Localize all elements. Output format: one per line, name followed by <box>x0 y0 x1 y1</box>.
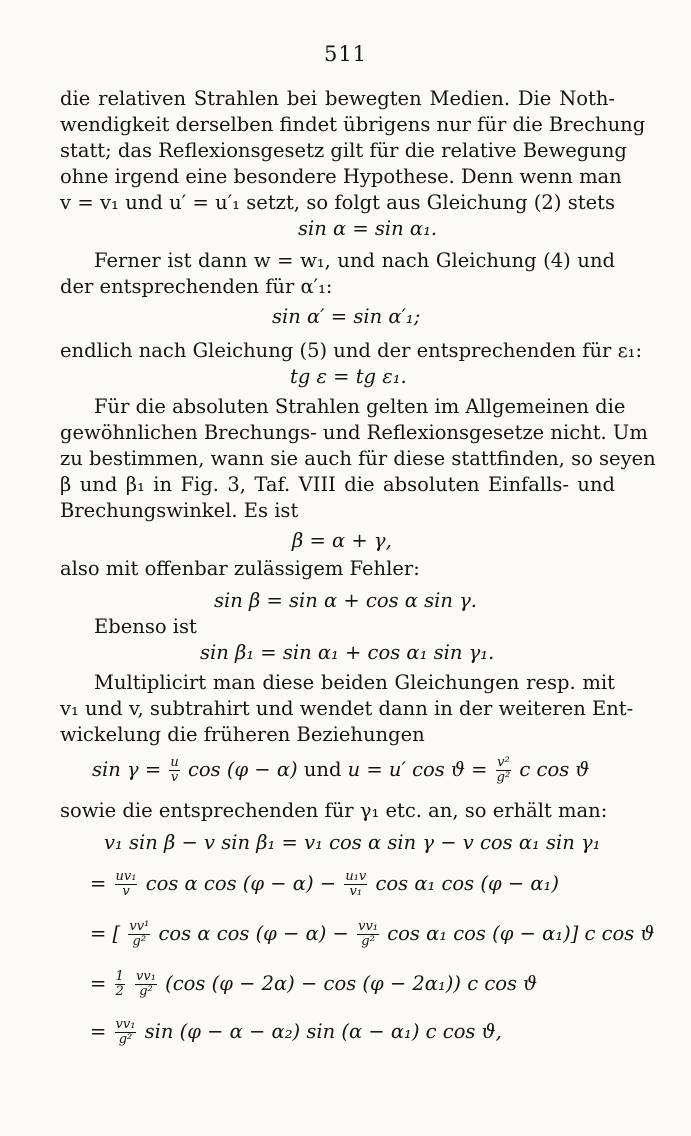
page-number: 511 <box>323 42 368 66</box>
equation-10: = [ $\frac{\text{vv¹}}{\text{g²}}$ cos α cos (φ − α) − $\frac{\text{vv₁}}{\text{g²}}$ cos α₁ cos (φ − α₁)] c cos ϑ <box>90 919 655 949</box>
text-line: ohne irgend eine besondere Hypothese. Denn wenn man <box>60 165 622 188</box>
equation-7: sin γ = $\frac{u}{v}$ cos (φ − α) und u = u′ cos ϑ = $\frac{\text{v²}}{\text{g²}}$ c cos ϑ <box>92 755 590 785</box>
equation-2: sin α′ = sin α′₁; <box>272 305 421 328</box>
text-line: sowie die entsprechenden für γ₁ etc. an, so erhält man: <box>60 799 608 822</box>
equation-4: β = α + γ, <box>292 529 392 552</box>
text-line: Ebenso ist <box>94 615 197 638</box>
text-line: statt; das Reflexionsgesetz gilt für die relative Bewegung <box>60 139 627 162</box>
text-line: v₁ und v, subtrahirt und wendet dann in der weiteren Ent- <box>60 697 634 720</box>
text-line: also mit offenbar zulässigem Fehler: <box>60 557 420 580</box>
text-line: wendigkeit derselben findet übrigens nur für die Brechung <box>60 113 646 136</box>
equation-9: = $\frac{\text{uv₁}}{v}$ cos α cos (φ − α) − $\frac{\text{u₁v}}{\text{v₁}}$ cos α₁ cos (φ − α₁) <box>90 869 559 899</box>
text-line: Ferner ist dann w = w₁, und nach Gleichung (4) und <box>94 249 615 272</box>
equation-3: tg ε = tg ε₁. <box>290 365 407 388</box>
equation-12: = $\frac{\text{vv₁}}{\text{g²}}$ sin (φ − α − α₂) sin (α − α₁) c cos ϑ, <box>90 1017 502 1047</box>
text-line: gewöhnlichen Brechungs- und Reflexionsgesetze nicht. Um <box>60 421 648 444</box>
equation-11: = $\frac{1}{2}$ $\frac{\text{vv₁}}{\text{g²}}$ (cos (φ − 2α) − cos (φ − 2α₁)) c cos ϑ <box>90 969 538 999</box>
fraction: $\frac{\text{vv₁}}{\text{g²}}$ <box>115 1017 136 1047</box>
fraction: $\frac{\text{vv¹}}{\text{g²}}$ <box>129 919 150 949</box>
fraction: $\frac{u}{v}$ <box>170 755 179 785</box>
text-line: endlich nach Gleichung (5) und der entsprechenden für ε₁: <box>60 339 643 362</box>
text-line: die relativen Strahlen bei bewegten Medien. Die Noth- <box>60 87 615 110</box>
fraction: $\frac{\text{vv₁}}{\text{g²}}$ <box>358 919 378 949</box>
fraction: $\frac{\text{vv₁}}{\text{g²}}$ <box>136 969 156 999</box>
text-line: Für die absoluten Strahlen gelten im Allgemeinen die <box>94 395 626 418</box>
fraction: $\frac{1}{2}$ <box>115 969 124 999</box>
text-line: v = v₁ und u′ = u′₁ setzt, so folgt aus Gleichung (2) stets <box>60 191 615 214</box>
fraction: $\frac{\text{u₁v}}{\text{v₁}}$ <box>345 869 367 899</box>
equation-8: v₁ sin β − v sin β₁ = v₁ cos α sin γ − v cos α₁ sin γ₁ <box>104 831 601 854</box>
text-line: der entsprechenden für α′₁: <box>60 275 333 298</box>
fraction: $\frac{\text{uv₁}}{v}$ <box>115 869 137 899</box>
equation-5: sin β = sin α + cos α sin γ. <box>214 589 478 612</box>
equation-6: sin β₁ = sin α₁ + cos α₁ sin γ₁. <box>200 641 495 664</box>
fraction: $\frac{\text{v²}}{\text{g²}}$ <box>496 755 511 785</box>
text-line: zu bestimmen, wann sie auch für diese stattfinden, so seyen <box>60 447 656 470</box>
text-line: Multiplicirt man diese beiden Gleichungen resp. mit <box>94 671 615 694</box>
equation-1: sin α = sin α₁. <box>298 217 438 240</box>
text-line: wickelung die früheren Beziehungen <box>60 723 425 746</box>
text-line: Brechungswinkel. Es ist <box>60 499 299 522</box>
text-line: β und β₁ in Fig. 3, Taf. VIII die absoluten Einfalls- und <box>60 473 615 496</box>
